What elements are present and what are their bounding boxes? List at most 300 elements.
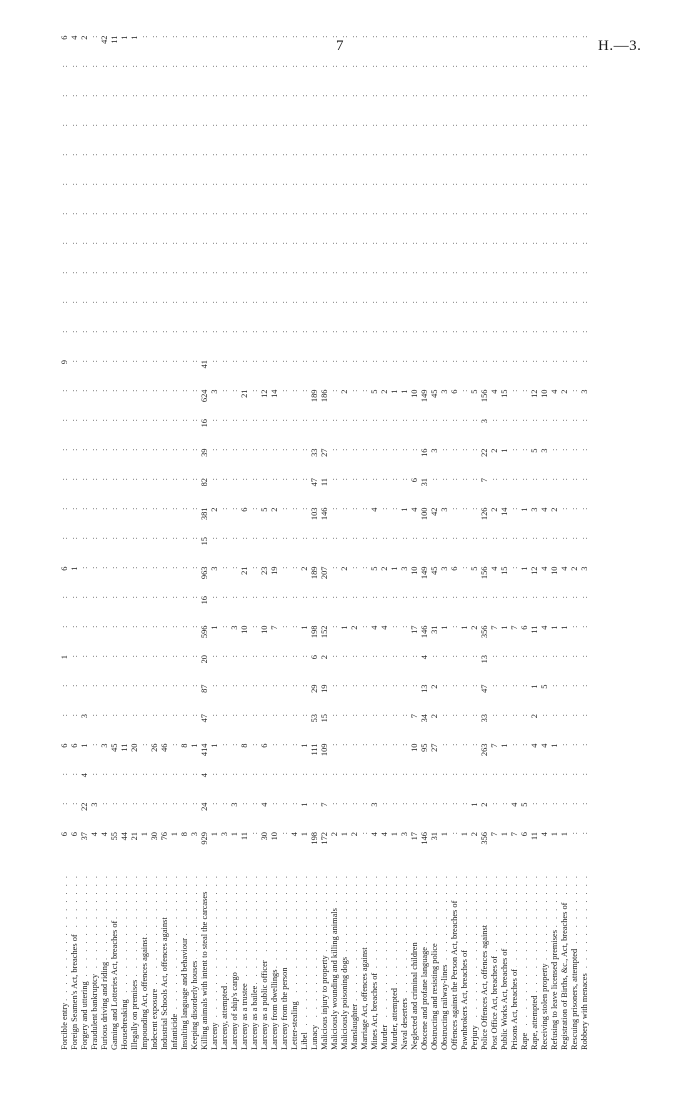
table-cell: 21 <box>130 832 139 841</box>
offence-label-text: Libel <box>300 1032 309 1050</box>
table-cell: : <box>510 655 519 658</box>
table-cell: : <box>460 655 469 658</box>
table-cell: 22 <box>480 448 489 457</box>
table-cell: : <box>220 596 229 599</box>
table-cell: : <box>310 94 319 97</box>
table-cell: : <box>580 802 589 805</box>
table-cell: : <box>440 478 449 481</box>
table-cell: : <box>530 35 539 38</box>
table-cell: : <box>530 183 539 186</box>
table-cell: 4 <box>380 625 389 630</box>
table-cell: : <box>170 212 179 215</box>
table-cell: : <box>390 743 399 746</box>
table-cell: : <box>250 566 259 569</box>
table-cell: : <box>340 212 349 215</box>
table-cell: : <box>140 35 149 38</box>
table-cell: : <box>180 507 189 510</box>
table-cell: : <box>130 242 139 245</box>
table-cell: : <box>60 330 69 333</box>
table-cell: : <box>330 537 339 540</box>
table-cell: : <box>450 183 459 186</box>
table-cell: 87 <box>200 684 209 693</box>
table-cell: : <box>150 537 159 540</box>
table-cell: : <box>180 271 189 274</box>
table-cell: : <box>470 35 479 38</box>
table-cell: : <box>130 183 139 186</box>
table-cell: : <box>130 596 139 599</box>
table-cell: : <box>360 743 369 746</box>
table-cell: : <box>170 566 179 569</box>
table-cell: 146 <box>420 625 429 639</box>
offence-label-text: Furious driving and riding <box>100 961 109 1050</box>
table-cell: : <box>430 271 439 274</box>
table-cell: : <box>150 65 159 68</box>
table-cell: 2 <box>550 507 559 512</box>
table-cell: : <box>570 94 579 97</box>
table-cell: : <box>470 537 479 540</box>
table-cell: : <box>380 448 389 451</box>
table-cell: : <box>520 35 529 38</box>
table-cell: : <box>300 360 309 363</box>
table-cell: : <box>180 714 189 717</box>
table-cell: : <box>80 242 89 245</box>
table-cell: : <box>380 478 389 481</box>
table-cell: : <box>290 537 299 540</box>
offence-label <box>540 874 550 1050</box>
table-cell: : <box>340 684 349 687</box>
table-cell: : <box>200 183 209 186</box>
table-cell: : <box>60 65 69 68</box>
table-cell: : <box>270 271 279 274</box>
table-cell: 4 <box>80 773 89 778</box>
table-cell: : <box>350 271 359 274</box>
table-cell: : <box>110 684 119 687</box>
table-cell: : <box>440 94 449 97</box>
table-cell: : <box>240 478 249 481</box>
table-cell: 7 <box>410 714 419 719</box>
table-cell: : <box>280 35 289 38</box>
table-cell: : <box>420 773 429 776</box>
table-cell: 12 <box>260 389 269 398</box>
table-cell: 1 <box>390 389 399 394</box>
table-cell: : <box>230 566 239 569</box>
table-cell: : <box>100 271 109 274</box>
table-row <box>490 35 500 1050</box>
table-cell: : <box>520 212 529 215</box>
table-cell: : <box>510 183 519 186</box>
table-cell: : <box>290 478 299 481</box>
table-cell: : <box>360 773 369 776</box>
offence-label <box>80 874 90 1050</box>
offence-label <box>150 874 160 1050</box>
table-cell: 6 <box>70 832 79 837</box>
table-cell: : <box>100 389 109 392</box>
table-cell: : <box>360 596 369 599</box>
table-cell: 4 <box>90 832 99 837</box>
table-cell: : <box>140 773 149 776</box>
table-row <box>270 35 280 1050</box>
table-cell: : <box>340 301 349 304</box>
table-cell: 146 <box>320 507 329 521</box>
table-cell: 1 <box>130 35 139 40</box>
table-row <box>80 35 90 1050</box>
table-cell: : <box>270 212 279 215</box>
table-cell: 3 <box>430 448 439 453</box>
offence-label <box>330 874 340 1050</box>
table-cell: : <box>580 714 589 717</box>
table-cell: 2 <box>490 448 499 453</box>
table-cell: : <box>290 655 299 658</box>
table-cell: 7 <box>320 802 329 807</box>
table-cell: : <box>400 65 409 68</box>
table-cell: : <box>350 566 359 569</box>
table-cell: : <box>330 183 339 186</box>
table-cell: : <box>360 212 369 215</box>
table-cell: 13 <box>480 655 489 664</box>
offence-label <box>470 874 480 1050</box>
table-cell: : <box>210 212 219 215</box>
table-cell: : <box>120 596 129 599</box>
table-cell: 1 <box>460 625 469 630</box>
table-cell: : <box>510 419 519 422</box>
table-cell: 6 <box>60 832 69 837</box>
offence-label <box>340 874 350 1050</box>
table-cell: : <box>240 360 249 363</box>
table-row <box>560 35 570 1050</box>
table-cell: : <box>210 596 219 599</box>
table-cell: : <box>180 389 189 392</box>
table-cell: : <box>410 330 419 333</box>
table-cell: : <box>320 124 329 127</box>
table-cell: : <box>160 596 169 599</box>
table-cell: 6 <box>450 566 459 571</box>
table-cell: : <box>340 773 349 776</box>
table-cell: 7 <box>510 832 519 837</box>
table-cell: 14 <box>500 507 509 516</box>
table-cell: : <box>170 507 179 510</box>
table-cell: : <box>100 714 109 717</box>
table-cell: : <box>460 419 469 422</box>
table-cell: : <box>500 773 509 776</box>
table-cell: : <box>450 537 459 540</box>
table-cell: : <box>240 153 249 156</box>
table-cell: : <box>90 389 99 392</box>
table-cell: : <box>510 330 519 333</box>
table-cell: : <box>100 153 109 156</box>
table-cell: : <box>160 448 169 451</box>
table-cell: : <box>460 448 469 451</box>
table-cell: : <box>540 242 549 245</box>
table-cell: : <box>190 124 199 127</box>
table-cell: : <box>420 183 429 186</box>
table-cell: : <box>440 419 449 422</box>
table-cell: : <box>300 94 309 97</box>
table-cell: : <box>340 537 349 540</box>
table-row <box>190 35 200 1050</box>
table-cell: : <box>160 773 169 776</box>
table-cell: : <box>550 183 559 186</box>
table-cell: : <box>370 773 379 776</box>
table-cell: : <box>430 419 439 422</box>
table-cell: : <box>310 301 319 304</box>
table-cell: : <box>340 35 349 38</box>
table-cell: : <box>90 655 99 658</box>
table-cell: 5 <box>520 802 529 807</box>
table-cell: : <box>140 124 149 127</box>
table-cell: : <box>390 655 399 658</box>
table-cell: : <box>560 360 569 363</box>
table-cell: : <box>400 153 409 156</box>
table-cell: 263 <box>480 743 489 757</box>
table-cell: : <box>510 94 519 97</box>
table-cell: : <box>520 94 529 97</box>
table-cell: : <box>480 773 489 776</box>
table-cell: 29 <box>310 684 319 693</box>
table-cell: : <box>470 242 479 245</box>
table-cell: 186 <box>320 389 329 403</box>
table-cell: : <box>290 448 299 451</box>
table-cell: : <box>250 124 259 127</box>
table-cell: : <box>540 802 549 805</box>
table-cell: : <box>470 596 479 599</box>
table-cell: : <box>130 537 139 540</box>
table-cell: : <box>400 743 409 746</box>
table-cell: 1 <box>550 625 559 630</box>
table-cell: : <box>530 242 539 245</box>
table-cell: : <box>430 537 439 540</box>
table-cell: : <box>460 35 469 38</box>
table-cell: : <box>140 330 149 333</box>
table-cell: 189 <box>310 566 319 580</box>
table-cell: 3 <box>80 714 89 719</box>
table-cell: : <box>430 35 439 38</box>
table-cell: : <box>540 478 549 481</box>
table-cell: : <box>310 65 319 68</box>
table-row <box>400 35 410 1050</box>
table-cell: 1 <box>60 655 69 660</box>
table-cell: : <box>310 212 319 215</box>
table-cell: : <box>580 35 589 38</box>
table-cell: : <box>550 596 559 599</box>
table-cell: : <box>160 419 169 422</box>
table-cell: : <box>120 625 129 628</box>
table-cell: : <box>180 537 189 540</box>
table-cell: : <box>350 301 359 304</box>
table-cell: 6 <box>260 743 269 748</box>
table-cell: : <box>440 802 449 805</box>
table-cell: : <box>190 714 199 717</box>
table-cell: : <box>290 773 299 776</box>
table-cell: : <box>300 35 309 38</box>
table-cell: : <box>260 419 269 422</box>
table-cell: 1 <box>460 832 469 837</box>
table-cell: : <box>540 124 549 127</box>
table-cell: : <box>360 330 369 333</box>
table-cell: : <box>90 124 99 127</box>
table-cell: : <box>60 212 69 215</box>
table-cell: : <box>310 330 319 333</box>
table-cell: : <box>190 802 199 805</box>
table-cell: : <box>420 596 429 599</box>
table-cell: 1 <box>300 802 309 807</box>
table-cell: 53 <box>310 714 319 723</box>
table-cell: : <box>470 684 479 687</box>
table-cell: : <box>90 360 99 363</box>
table-cell: : <box>550 419 559 422</box>
table-cell: 10 <box>410 389 419 398</box>
table-cell: : <box>310 802 319 805</box>
table-cell: : <box>370 448 379 451</box>
table-cell: : <box>60 94 69 97</box>
table-cell: : <box>520 153 529 156</box>
table-cell: : <box>250 242 259 245</box>
table-cell: 31 <box>430 832 439 841</box>
table-cell: 4 <box>540 625 549 630</box>
table-cell: : <box>70 537 79 540</box>
table-cell: : <box>580 124 589 127</box>
offence-label-text: Public Works Act, breaches of <box>500 948 509 1050</box>
offence-label-text: Malicious injury to property <box>320 955 329 1050</box>
table-cell: : <box>400 301 409 304</box>
table-cell: : <box>110 389 119 392</box>
table-cell: : <box>550 773 559 776</box>
table-cell: 1 <box>550 743 559 748</box>
table-cell: : <box>550 65 559 68</box>
table-cell: : <box>130 389 139 392</box>
table-cell: : <box>500 124 509 127</box>
table-cell: : <box>130 507 139 510</box>
table-cell: : <box>570 684 579 687</box>
offence-label-text: Murder, attempted <box>390 988 399 1050</box>
table-row <box>250 35 260 1050</box>
table-cell: 2 <box>330 832 339 837</box>
table-cell: : <box>340 330 349 333</box>
table-cell: : <box>540 212 549 215</box>
table-cell: : <box>360 271 369 274</box>
table-cell: : <box>150 271 159 274</box>
table-cell: : <box>390 596 399 599</box>
table-cell: : <box>400 773 409 776</box>
table-cell: : <box>390 183 399 186</box>
table-cell: 4 <box>540 743 549 748</box>
table-cell: : <box>350 802 359 805</box>
table-cell: : <box>580 65 589 68</box>
table-cell: : <box>180 301 189 304</box>
offence-label-text: Refusing to leave licensed premises <box>550 929 559 1050</box>
table-cell: : <box>480 183 489 186</box>
table-cell: : <box>80 684 89 687</box>
table-cell: 356 <box>480 625 489 639</box>
offence-label <box>490 874 500 1050</box>
table-cell: : <box>270 124 279 127</box>
table-cell: : <box>110 537 119 540</box>
table-row <box>420 35 430 1050</box>
offence-label <box>450 874 460 1050</box>
table-cell: 2 <box>530 714 539 719</box>
table-cell: : <box>450 94 459 97</box>
table-cell: : <box>550 242 559 245</box>
table-cell: : <box>300 301 309 304</box>
table-cell: : <box>70 360 79 363</box>
table-cell: : <box>300 714 309 717</box>
table-cell: : <box>180 242 189 245</box>
offence-label-text: Larceny as a bailee <box>250 985 259 1050</box>
table-cell: : <box>210 94 219 97</box>
table-cell: : <box>130 655 139 658</box>
table-cell: : <box>570 183 579 186</box>
offence-label-text: Perjury <box>470 1025 479 1050</box>
table-cell: : <box>430 478 439 481</box>
table-cell: : <box>470 478 479 481</box>
table-cell: 76 <box>160 832 169 841</box>
table-cell: : <box>340 448 349 451</box>
table-cell: : <box>240 448 249 451</box>
table-cell: : <box>480 330 489 333</box>
table-row <box>160 35 170 1050</box>
offence-label-text: Rape, attempted <box>530 995 539 1050</box>
table-cell: : <box>260 360 269 363</box>
table-cell: : <box>470 773 479 776</box>
table-cell: : <box>530 537 539 540</box>
table-cell: : <box>370 301 379 304</box>
offence-label <box>380 874 390 1050</box>
table-cell: : <box>380 65 389 68</box>
table-cell: : <box>330 35 339 38</box>
table-cell: : <box>330 94 339 97</box>
offence-label <box>220 874 230 1050</box>
table-cell: : <box>500 271 509 274</box>
table-cell: : <box>450 153 459 156</box>
table-cell: : <box>470 271 479 274</box>
table-cell: : <box>430 773 439 776</box>
table-cell: : <box>550 684 559 687</box>
table-cell: 356 <box>480 832 489 845</box>
table-cell: : <box>190 242 199 245</box>
table-cell: 5 <box>470 566 479 571</box>
table-cell: : <box>220 65 229 68</box>
table-cell: : <box>170 773 179 776</box>
table-cell: 624 <box>200 389 209 403</box>
table-cell: : <box>170 330 179 333</box>
table-cell: 103 <box>310 507 319 521</box>
table-cell: : <box>530 655 539 658</box>
table-cell: : <box>290 212 299 215</box>
table-cell: : <box>330 743 339 746</box>
table-cell: : <box>240 655 249 658</box>
table-cell: : <box>320 360 329 363</box>
table-cell: : <box>90 537 99 540</box>
table-cell: : <box>540 596 549 599</box>
offence-label <box>350 874 360 1050</box>
table-cell: : <box>150 389 159 392</box>
table-row <box>220 35 230 1050</box>
table-cell: : <box>330 684 339 687</box>
table-cell: : <box>130 802 139 805</box>
table-cell: : <box>180 655 189 658</box>
table-cell: : <box>330 124 339 127</box>
table-cell: : <box>480 271 489 274</box>
table-cell: : <box>360 360 369 363</box>
table-cell: : <box>160 271 169 274</box>
offence-label-text: Post Office Act, breaches of <box>490 955 499 1050</box>
table-cell: : <box>60 183 69 186</box>
table-cell: : <box>290 271 299 274</box>
table-cell: : <box>490 124 499 127</box>
table-cell: : <box>340 242 349 245</box>
table-cell: : <box>220 537 229 540</box>
table-cell: 4 <box>260 802 269 807</box>
table-cell: : <box>340 507 349 510</box>
